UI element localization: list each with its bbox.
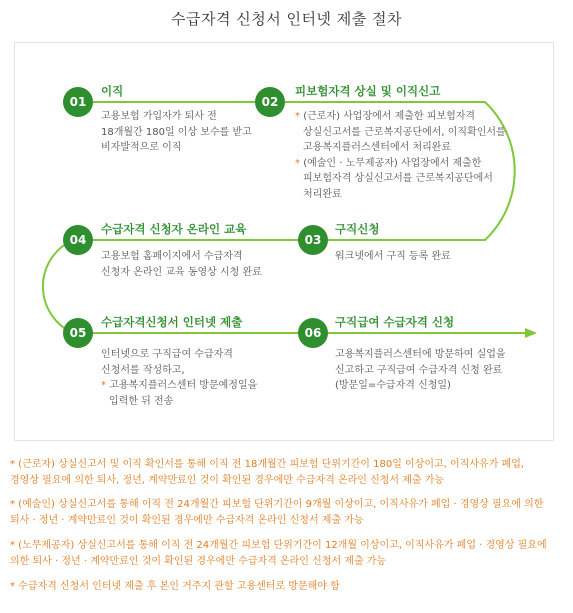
flow-arrow-head [525, 328, 537, 338]
bullet-star: * [101, 380, 110, 391]
step-06-title: 구직급여 수급자격 신청 [335, 315, 455, 329]
note-worker: * (근로자) 상실신고서 및 이직 확인서를 통해 이직 전 18개월간 피보험 단위기간이 180일 이상이고, 이직사유가 폐업, 경영상 필요에 의한 퇴사, 정년, 계약만료인 것이 확인된 경우에만 수급자격 온라인 신청서 제출 가능 [10, 459, 525, 486]
step-03-badge: 03 [298, 225, 328, 255]
step-06-badge: 06 [298, 318, 328, 348]
note-artist: * (예술인) 상실신고서를 통해 이직 전 24개월간 피보험 단위기간이 9개월 이상이고, 이직사유가 폐업 · 경영상 필요에 의한 퇴사 · 정년 · 계약만료인 것이 확인된 경우에만 수급자격 온라인 신청서 제출 가능 [10, 499, 544, 526]
step-01-title: 이직 [101, 84, 124, 98]
step-04-badge: 04 [63, 225, 93, 255]
step-05-badge: 05 [63, 318, 93, 348]
step-02-title: 피보험자격 상실 및 이직신고 [295, 84, 441, 98]
page-title: 수급자격 신청서 인터넷 제출 절차 [171, 10, 402, 28]
step-06-desc: 고용복지플러스센터에 방문하여 실업을 신고하고 구직급여 수급자격 신청 완료 (방문일=수급자격 신청일) [335, 349, 506, 391]
step-01-badge: 01 [63, 87, 93, 117]
step-02-desc: * (근로자) 사업장에서 제출한 피보험자격 상실신고서를 근로복지공단에서, 이직확인서를 고용복지플러스센터에서 처리완료 * (예술인 · 노무제공자) 사업장에서 제출한 피보험자격 상실신고서를 근로복지공단에서 처리완료 [295, 111, 506, 200]
step-05-title: 수급자격신청서 인터넷 제출 [101, 315, 243, 329]
note-visit-center: * 수급자격 신청서 인터넷 제출 후 본인 거주지 관할 고용센터로 방문해야 함 [10, 581, 340, 592]
note-labor-provider: * (노무제공자) 상실신고서를 통해 이직 전 24개월간 피보험 단위기간이 12개월 이상이고, 이직사유가 폐업 · 경영상 필요에 의한 퇴사 · 정년 · 계약만료인 것이 확인된 경우에만 수급자격 온라인 신청서 제출 가능 [10, 540, 547, 567]
step-04-title: 수급자격 신청자 온라인 교육 [101, 222, 247, 236]
step-03-desc: 워크넷에서 구직 등록 완료 [335, 251, 451, 262]
step-05-desc: 인터넷으로 구직급여 수급자격 신청서를 작성하고, * 고용복지플러스센터 방문예정일을 입력한 뒤 전송 [101, 349, 258, 407]
step-01-desc: 고용보험 가입자가 퇴사 전 18개월간 180일 이상 보수를 받고 비자발적으로 이직 [101, 111, 252, 153]
step-02-badge: 02 [255, 87, 285, 117]
bullet-star: * [295, 157, 304, 169]
process-panel [14, 42, 554, 441]
step-04-desc: 고용보험 홈페이지에서 수급자격 신청자 온라인 교육 동영상 시청 완료 [101, 251, 262, 278]
bullet-star: * [295, 111, 304, 122]
step-03-title: 구직신청 [335, 222, 380, 236]
